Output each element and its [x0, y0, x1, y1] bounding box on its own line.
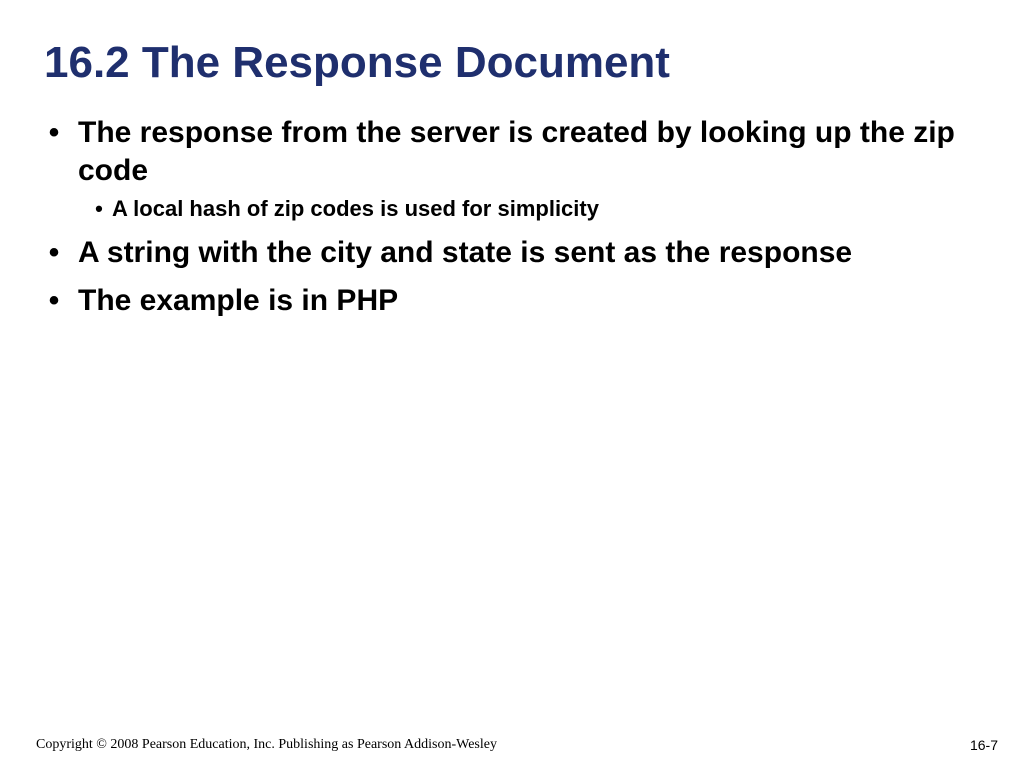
slide-title: 16.2 The Response Document	[44, 38, 670, 87]
bullet-item	[44, 234, 984, 272]
copyright-notice: Copyright © 2008 Pearson Education, Inc. Publishing as Pearson Addison-Wesley	[36, 737, 497, 752]
bullet-item	[44, 114, 984, 224]
bullet-text: The response from the server is created by looking up the zip code	[78, 116, 955, 187]
bullet-item	[44, 282, 984, 320]
bullet-marker: •	[48, 284, 60, 317]
sub-bullet-item	[68, 194, 984, 224]
sub-bullet-text: A local hash of zip codes is used for simplicity	[112, 196, 599, 221]
page-number: 16-7	[969, 737, 998, 753]
sub-bullet-list	[78, 194, 984, 224]
bullet-marker: •	[48, 116, 60, 149]
bullet-text: A string with the city and state is sent as the response	[78, 236, 853, 269]
bullet-list	[44, 114, 984, 330]
bullet-marker: •	[48, 236, 60, 269]
bullet-text: The example is in PHP	[78, 284, 399, 317]
sub-bullet-marker: •	[95, 196, 103, 221]
